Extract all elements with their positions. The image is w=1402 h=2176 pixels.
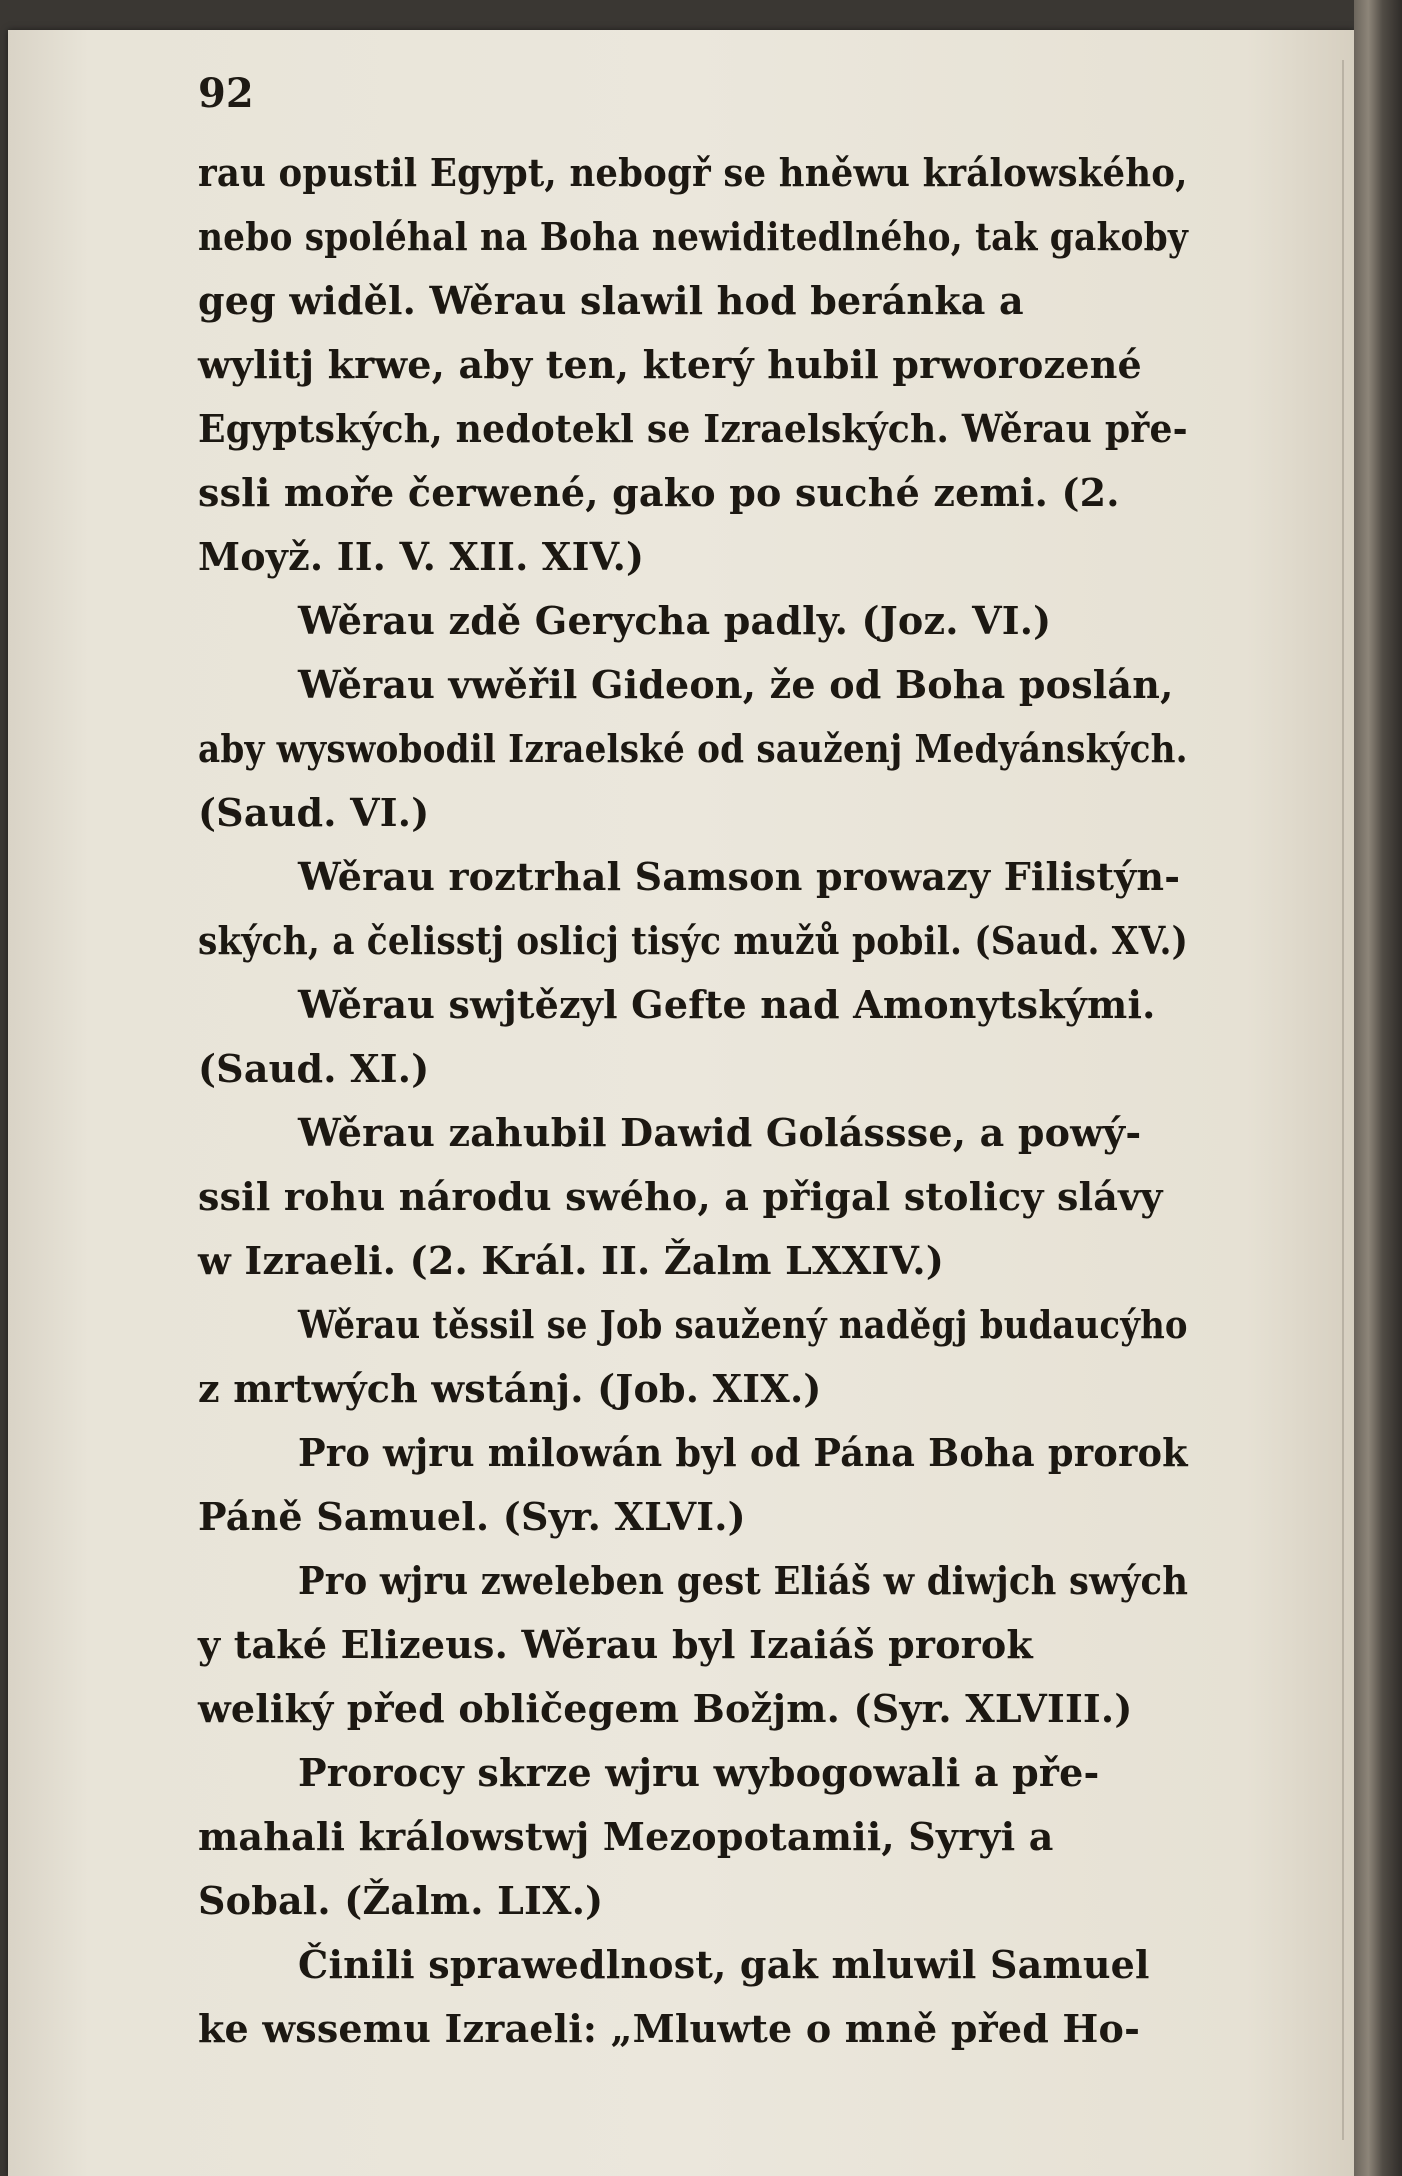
text-line: Wěrau vwěřil Gideon, že od Boha poslán, [298, 662, 1174, 707]
text-line: nebo spoléhal na Boha newiditedlného, tak gakoby [198, 214, 1188, 259]
page-number: 92 [198, 70, 254, 117]
text-line: aby wyswobodil Izraelské od sauženj Medyánských. [198, 726, 1188, 771]
text-line: geg widěl. Wěrau slawil hod beránka a [198, 278, 1024, 323]
text-line: Moyž. II. V. XII. XIV.) [198, 534, 645, 579]
text-line: Činili sprawedlnost, gak mluwil Samuel [298, 1942, 1150, 1987]
text-line: ssli moře čerwené, gako po suché zemi. (2. [198, 470, 1120, 515]
text-line: Pro wjru milowán byl od Pána Boha prorok [298, 1430, 1188, 1475]
text-line: mahali králowstwj Mezopotamii, Syryi a [198, 1814, 1054, 1859]
text-line: wylitj krwe, aby ten, který hubil prworozené [198, 342, 1142, 387]
text-line: Egyptských, nedotekl se Izraelských. Wěrau pře- [198, 406, 1188, 451]
text-line: Wěrau těssil se Job saužený naděgj budaucýho [298, 1302, 1188, 1347]
text-line: Wěrau swjtězyl Gefte nad Amonytskými. [298, 982, 1156, 1027]
text-line: weliký před obličegem Božjm. (Syr. XLVIII.) [198, 1686, 1133, 1731]
text-line: Sobal. (Žalm. LIX.) [198, 1878, 604, 1923]
text-line: Wěrau zdě Gerycha padly. (Joz. VI.) [298, 598, 1052, 643]
text-line: z mrtwých wstánj. (Job. XIX.) [198, 1366, 822, 1411]
text-line: Páně Samuel. (Syr. XLVI.) [198, 1494, 746, 1539]
text-line: (Saud. VI.) [198, 790, 430, 835]
text-line: ke wssemu Izraeli: „Mluwte o mně před Ho- [198, 2006, 1141, 2051]
text-line: rau opustil Egypt, nebogř se hněwu králowského, [198, 150, 1188, 195]
text-line: Prorocy skrze wjru wybogowali a pře- [298, 1750, 1100, 1795]
text-line: Pro wjru zweleben gest Eliáš w diwjch swých [298, 1558, 1189, 1603]
book-edge [1354, 0, 1402, 2176]
text-line: ssil rohu národu swého, a přigal stolicy slávy [198, 1174, 1163, 1219]
text-line: Wěrau zahubil Dawid Golássse, a powý- [298, 1110, 1142, 1155]
text-line: Wěrau roztrhal Samson prowazy Filistýn- [298, 854, 1181, 899]
text-line: w Izraeli. (2. Král. II. Žalm LXXIV.) [198, 1238, 945, 1283]
text-line: y také Elizeus. Wěrau byl Izaiáš prorok [198, 1622, 1033, 1667]
page-edge-line [1342, 60, 1344, 2140]
text-line: (Saud. XI.) [198, 1046, 430, 1091]
text-line: ských, a čelisstj oslicj tisýc mužů pobil. (Saud. XV.) [198, 918, 1189, 963]
